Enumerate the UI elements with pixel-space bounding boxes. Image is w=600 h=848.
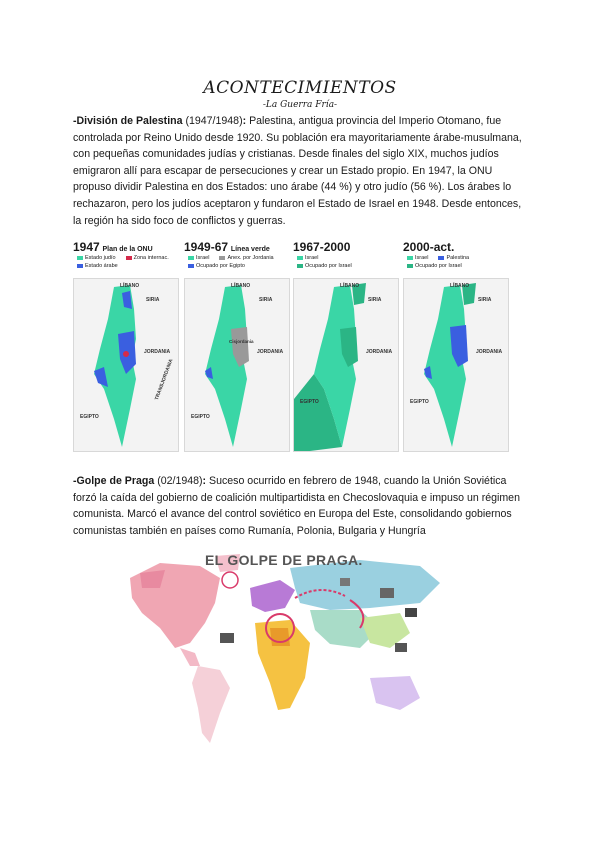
map-year: 1949-67	[184, 240, 229, 254]
map-panel-1947	[73, 240, 179, 452]
map-label: JORDANIA	[144, 349, 171, 355]
map-legend: Israel Ocupado por Israel	[297, 254, 352, 270]
map-legend: Estado judío Zona internac. Estado árabe	[77, 254, 169, 270]
map-panel-2000-act	[403, 240, 509, 452]
map-image	[293, 278, 399, 452]
map-image	[184, 278, 290, 452]
section-division-palestina: -División de Palestina (1947/1948): Palestina, antigua provincia del Imperio Otomano, fue controlada por Reino Unido desde 1920. Su población era mayoritariamente árabe-musulmana, con pequeñas comunidades judías y cristianas. Desde finales del siglo XIX, muchos judíos emigraron allí para escapar de persecuciones y crear un Estado propio. En 1947, la ONU propuso dividir Palestina en dos Estados: uno árabe (44 %) y otro judío (56 %). Los árabes lo rechazaron, pero los judíos aceptaron y fundaron el Estado de Israel en 1948. Desde entonces, la región ha sido foco de conflictos y guerras.	[73, 115, 522, 227]
map-label: EGIPTO	[80, 414, 99, 420]
map-year: 1947	[73, 240, 100, 254]
document-title: ACONTECIMIENTOS	[203, 78, 397, 98]
map-label: SIRIA	[146, 297, 160, 303]
document-subtitle: -La Guerra Fría-	[262, 100, 338, 110]
map-legend: Israel Anex. por Jordania Ocupado por Egipto	[188, 254, 274, 270]
map-label: LÍBANO	[450, 283, 470, 289]
map-image	[73, 278, 179, 452]
map-label: EGIPTO	[410, 399, 429, 405]
section-date: (02/1948)	[154, 475, 203, 487]
section-heading: -Golpe de Praga	[73, 475, 155, 487]
map-caption: Línea verde	[230, 246, 270, 253]
map-label: SIRIA	[259, 297, 273, 303]
section-date: (1947/1948)	[182, 115, 243, 127]
map-label: TRANSJORDANIA	[154, 358, 175, 402]
map-year: 1967-2000	[293, 240, 351, 254]
map-year: 2000-act.	[403, 240, 455, 254]
map-panel-1949-67	[184, 240, 290, 452]
map-label: JORDANIA	[476, 349, 503, 355]
section-body: Palestina, antigua provincia del Imperio Otomano, fue controlada por Reino Unido desde 1920. Su población era mayoritariamente árabe-musulmana, con pequeñas comunidades judías y cristianas. Desde finales del siglo XIX, muchos judíos emigraron allí para escapar de persecuciones y crear un Estado propio. En 1947, la ONU propuso dividir Palestina en dos Estados: uno árabe (44 %) y otro judío (56 %). Los árabes lo rechazaron, pero los judíos aceptaron y fundaron el Estado de Israel en 1948. Desde entonces, la región ha sido foco de conflictos y guerras.	[73, 115, 522, 227]
world-map-image	[120, 548, 450, 753]
map-image	[403, 278, 509, 452]
map-label: LÍBANO	[120, 283, 140, 289]
map-label: LÍBANO	[231, 283, 251, 289]
map-label: LÍBANO	[340, 283, 360, 289]
world-map-title: EL GOLPE DE PRAGA.	[205, 552, 363, 568]
map-label: Cisjordania	[229, 339, 254, 344]
map-panel-1967-2000	[293, 240, 399, 452]
map-label: EGIPTO	[300, 399, 319, 405]
section-heading: -División de Palestina	[73, 115, 183, 127]
map-label: JORDANIA	[257, 349, 284, 355]
map-label: JORDANIA	[366, 349, 393, 355]
section-golpe-praga: -Golpe de Praga (02/1948): Suceso ocurrido en febrero de 1948, cuando la Unión Soviética forzó la caída del gobierno de coalición multipartidista en Checoslovaquia e impuso un régimen comunista. Marcó el avance del control soviético en Europa del Este, consolidando gobiernos comunistas también en países como Rumanía, Polonia, Bulgaria y Hungría	[73, 475, 520, 537]
map-label: EGIPTO	[191, 414, 210, 420]
map-label: SIRIA	[368, 297, 382, 303]
map-legend: Israel Palestina Ocupado por Israel	[407, 254, 469, 270]
map-caption: Plan de la ONU	[102, 246, 153, 253]
map-label: SIRIA	[478, 297, 492, 303]
section-body: Suceso ocurrido en febrero de 1948, cuando la Unión Soviética forzó la caída del gobierno de coalición multipartidista en Checoslovaquia e impuso un régimen comunista. Marcó el avance del control soviético en Europa del Este, consolidando gobiernos comunistas también en países como Rumanía, Polonia, Bulgaria y Hungría	[73, 475, 520, 537]
